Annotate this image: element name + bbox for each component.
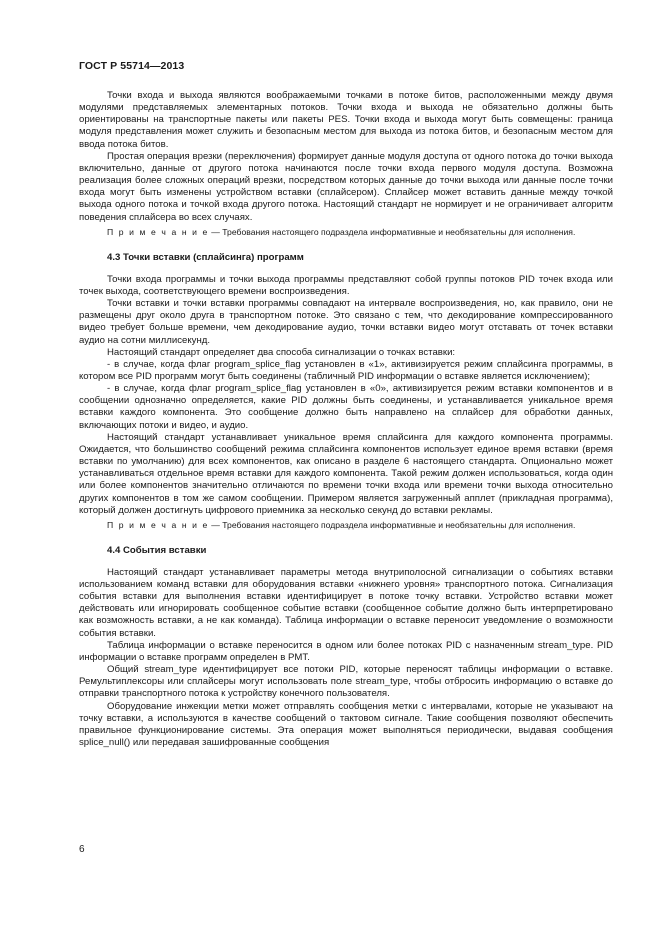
section-heading-4-3: 4.3 Точки вставки (сплайсинга) программ bbox=[107, 251, 304, 263]
page-number: 6 bbox=[79, 844, 85, 855]
note-text: — Требования настоящего подраздела информативные и необязательны для исполнения. bbox=[208, 226, 576, 237]
document-header: ГОСТ Р 55714—2013 bbox=[79, 60, 185, 72]
note-label: П р и м е ч а н и е bbox=[107, 226, 209, 237]
paragraph: Точки вставки и точки вставки программы совпадают на интервале воспроизведения, но, как правило, они не размещены друг около друга в транспортном потоке. Это связано с тем, что декодирование компрессированного видео требует больше времени, чем декодирование аудио, точки вставки видео могут отставать от точек вставки аудио на сотни миллисекунд. bbox=[79, 298, 613, 346]
paragraph: Настоящий стандарт устанавливает параметры метода внутриполосной сигнализации о событиях вставки использованием команд вставки для оборудования вставки «нижнего уровня» транспортного потока. Сигнализация события вставки для выполнения вставки идентифицирует в потоке точку вставки. Устройство вставки может действовать или игнорировать сообщенное событие вставки (сообщенное событие должно быть интерпретировано как возможность вставки, а не как команда). Таблица информации о вставке переносит уведомление о возможности события вставки. bbox=[79, 566, 613, 639]
page-body bbox=[79, 90, 613, 749]
paragraph: Точки входа программы и точки выхода программы представляют собой группы потоков PID точек входа или точек выхода, соответствующего времени воспроизведения. bbox=[79, 273, 613, 297]
list-item: - в случае, когда флаг program_splice_flag установлен в «0», активизируется режим вставки компонентов и в сообщении однозначно определяется, какие PID должны быть соединены, и устанавливается уникальное время вставки каждого компонента. Это сообщение должно быть направлено на сплайсер для обработки данных, включающих потоки и видео, и аудио. bbox=[79, 383, 613, 431]
list-item: - в случае, когда флаг program_splice_flag установлен в «1», активизируется режим сплайсинга программы, в котором все PID программ могут быть соединены (табличный PID информации о вставке является исключением); bbox=[79, 358, 613, 382]
note-label: П р и м е ч а н и е bbox=[107, 519, 209, 530]
paragraph: Настоящий стандарт определяет два способа сигнализации о точках вставки: bbox=[107, 346, 456, 358]
paragraph: Общий stream_type идентифицирует все потоки PID, которые переносят таблицы информации о вставке. Ремультиплексоры или сплайсеры могут использовать поле stream_type, чтобы отбросить информацию о вставке до отправки транспортного потока к устройству конечного пользователя. bbox=[79, 664, 613, 700]
note bbox=[79, 520, 613, 531]
paragraph: Простая операция врезки (переключения) формирует данные модуля доступа от одного потока до точки выхода включительно, данные от другого потока начинаются после точки входа первого модуля доступа. Возможна реализация более сложных операций врезки, посредством которых данные до точки выхода или данные после точки входа могут быть изменены устройством вставки (сплайсером). Сплайсер может вставить данные между точкой выхода одного потока и точкой входа другого потока. Настоящий стандарт не нормирует и не ограничивает алгоритм поведения сплайсера во всех случаях. bbox=[79, 150, 613, 223]
paragraph: Настоящий стандарт устанавливает уникальное время сплайсинга для каждого компонента программы. Ожидается, что большинство сообщений режима сплайсинга компонентов использует единое время вставки (время вставки по умолчанию) для всех компонентов, как описано в разделе 6 настоящего стандарта. Опционально может устанавливаться отдельное время вставки для каждого компонента. Такой режим должен использоваться, когда один или более компонентов значительно отличаются по времени точки входа или времени точки выхода относительно других компонентов в том же самом сообщении. Примером является загруженный апплет (прикладная программа), который должен достигнуть цифрового приемника за несколько секунд до вставки рекламы. bbox=[79, 431, 613, 516]
section-heading-4-4: 4.4 События вставки bbox=[107, 544, 207, 556]
paragraph: Точки входа и выхода являются воображаемыми точками в потоке битов, расположенными между двумя модулями представляемых элементарных потоков. Точки входа и выхода не обязательно должны быть ориентированы на транспортные пакеты или пакеты PES. Точки входа и выхода могут быть совмещены: граница модуля представления может служить и безопасным местом для выхода из потока битов, и безопасным местом для ввода потока битов. bbox=[79, 90, 613, 150]
paragraph: Таблица информации о вставке переносится в одном или более потоках PID с назначенным stream_type. PID информации о вставке программ определен в PMT. bbox=[79, 639, 613, 663]
paragraph: Оборудование инжекции метки может отправлять сообщения метки с интервалами, которые не указывают на точку вставки, а используются в качестве сообщений о тактовом сигнале. Такие сообщения позволяют обеспечить правильное функционирование системы. Эта операция может выполняться периодически, выдавая сообщения splice_null() или передавая зашифрованные сообщения bbox=[79, 700, 613, 749]
note-text: — Требования настоящего подраздела информативные и необязательны для исполнения. bbox=[208, 519, 576, 530]
note bbox=[79, 227, 613, 238]
